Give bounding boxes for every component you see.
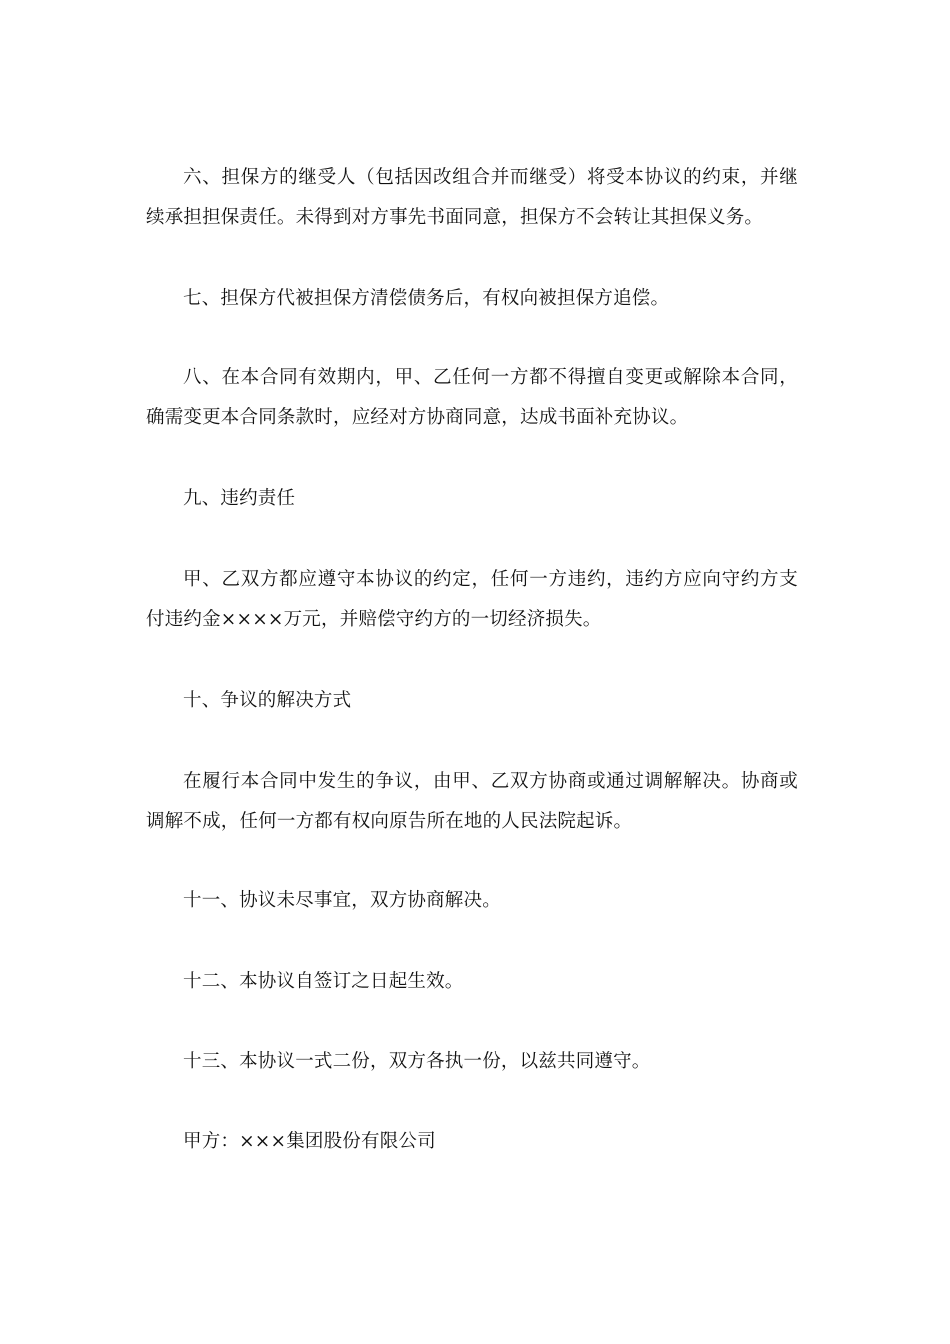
clause-10-heading: 十、争议的解决方式 (183, 690, 352, 711)
breach-liability-paragraph: 甲、乙双方都应遵守本协议的约定，任何一方违约，违约方应向守约方支付违约金××××万元，并赔偿守约方的一切经济损失。 (146, 569, 798, 630)
party-a-signature-line: 甲方：×××集团股份有限公司 (183, 1131, 436, 1152)
clause-7-paragraph: 七、担保方代被担保方清偿债务后，有权向被担保方追偿。 (183, 288, 670, 309)
clause-9-heading: 九、违约责任 (183, 488, 296, 509)
clause-11-paragraph: 十一、协议未尽事宜，双方协商解决。 (183, 890, 501, 911)
clause-8-paragraph: 八、在本合同有效期内，甲、乙任何一方都不得擅自变更或解除本合同，确需变更本合同条款时，应经对方协商同意，达成书面补充协议。 (146, 367, 798, 428)
clause-13-paragraph: 十三、本协议一式二份，双方各执一份，以兹共同遵守。 (183, 1051, 651, 1072)
dispute-resolution-paragraph: 在履行本合同中发生的争议，由甲、乙双方协商或通过调解解决。协商或调解不成，任何一方都有权向原告所在地的人民法院起诉。 (146, 771, 798, 832)
clause-12-paragraph: 十二、本协议自签订之日起生效。 (183, 971, 464, 992)
clause-6-paragraph: 六、担保方的继受人（包括因改组合并而继受）将受本协议的约束，并继续承担担保责任。未得到对方事先书面同意，担保方不会转让其担保义务。 (146, 167, 798, 228)
